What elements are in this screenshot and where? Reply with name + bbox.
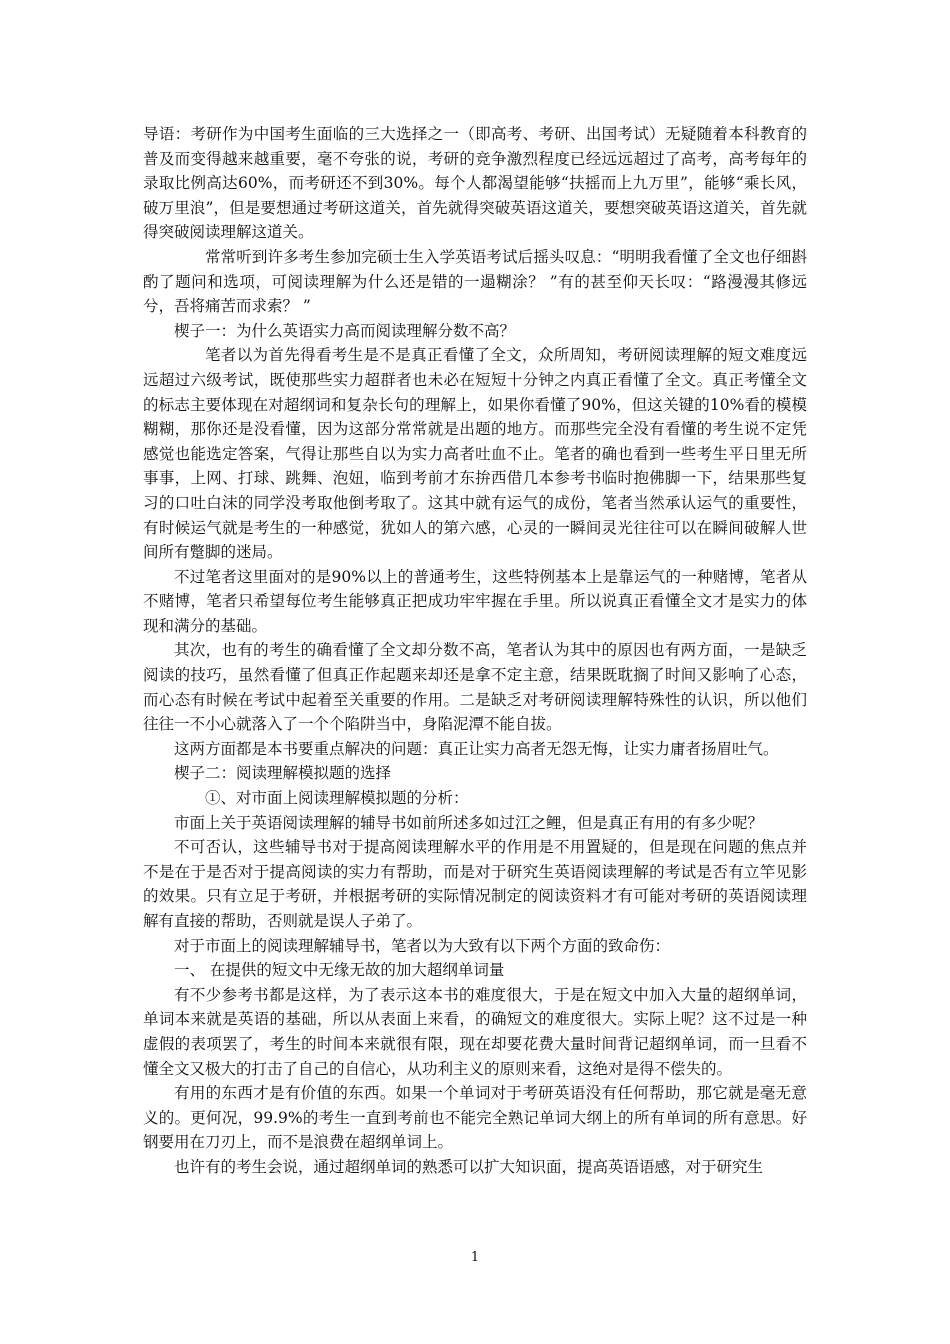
paragraph-body: 其次，也有的考生的确看懂了全文却分数不高，笔者认为其中的原因也有两方面，一是缺乏阅读的技巧，虽然看懂了但真正作起题来却还是拿不定主意，结果既耽搁了时间又影响了心态，而心态有时候在考试中起着至关重要的作用。二是缺乏对考研阅读理解特殊性的认识，所以他们往往一不小心就落入了一个个陷阱当中，身陷泥潭不能自拔。 — [143, 641, 807, 734]
paragraph-body: 笔者以为首先得看考生是不是真正看懂了全文，众所周知，考研阅读理解的短文难度远远超过六级考试，既使那些实力超群者也未必在短短十分钟之内真正看懂了全文。真正考懂全文的标志主要体现在对超纲词和复杂长句的理解上，如果你看懂了90%，但这关键的10%看的模模糊糊，那你还是没看懂，因为这部分常常就是出题的地方。而那些完全没有看懂的考生说不定凭感觉也能选定答案，气得让那些自以为实力高者吐血不止。笔者的确也看到一些考生平日里无所事事，上网、打球、跳舞、泡妞，临到考前才东拚西借几本参考书临时抱佛脚一下，结果那些复习的口吐白沫的同学没考取他倒考取了。这其中就有运气的成份，笔者当然承认运气的重要性，有时候运气就是考生的一种感觉，犹如人的第六感，心灵的一瞬间灵光往往可以在瞬间破解人世间所有蹩脚的迷局。 — [143, 346, 807, 562]
subheading-analysis: ①、对市面上阅读理解模拟题的分析： — [205, 789, 469, 808]
paragraph-body: 有不少参考书都是这样，为了表示这本书的难度很大，于是在短文中加入大量的超纲单词，单词本来就是英语的基础，所以从表面上来看，的确短文的难度很大。实际上呢？这不过是一种虚假的表项罢了，考生的时间本来就很有限，现在却要花费大量时间背记超纲单词，而一旦看不懂全文又极大的打击了自己的自信心，从功利主义的原则来看，这绝对是得不偿失的。 — [143, 985, 807, 1078]
paragraph-body: 不可否认，这些辅导书对于提高阅读理解水平的作用是不用置疑的，但是现在问题的焦点并不是在于是否对于提高阅读的实力有帮助，而是对于研究生英语阅读理解的考试是否有立竿见影的效果。只有立足于考研，并根据考研的实际情况制定的阅读资料才有可能对考研的英语阅读理解有直接的帮助，否则就是误人子弟了。 — [143, 838, 807, 930]
paragraph-body: 这两方面都是本书要重点解决的问题：真正让实力高者无怨无悔，让实力庸者扬眉吐气。 — [174, 739, 779, 758]
document-body — [143, 122, 807, 1180]
paragraph-body: 不过笔者这里面对的是90%以上的普通考生，这些特例基本上是靠运气的一种赌博，笔者从不赌博，笔者只希望每位考生能够真正把成功牢牢握在手里。所以说真正看懂全文才是实力的体现和满分的基础。 — [143, 567, 807, 635]
page-number: 1 — [470, 1250, 480, 1265]
heading-prologue-one: 楔子一：为什么英语实力高而阅读理解分数不高？ — [174, 321, 516, 340]
paragraph-body: 也许有的考生会说，通过超纲单词的熟悉可以扩大知识面，提高英语语感，对于研究生 — [174, 1157, 764, 1176]
heading-prologue-two: 楔子二：阅读理解模拟题的选择 — [174, 764, 392, 783]
paragraph-body: 对于市面上的阅读理解辅导书，笔者以为大致有以下两个方面的致命伤： — [174, 936, 671, 955]
subheading-point-one: 一、 在提供的短文中无缘无故的加大超纲单词量 — [174, 961, 505, 980]
paragraph-intro: 导语：考研作为中国考生面临的三大选择之一（即高考、考研、出国考试）无疑随着本科教育的普及而变得越来越重要，毫不夸张的说，考研的竞争激烈程度已经远远超过了高考，高考每年的录取比例高达60%，而考研还不到30%。每个人都渴望能够“扶摇而上九万里”，能够“乘长风，破万里浪”，但是要想通过考研这道关，首先就得突破英语这道关，要想突破英语这道关，首先就得突破阅读理解这道关。 — [143, 125, 807, 242]
paragraph-body: 市面上关于英语阅读理解的辅导书如前所述多如过江之鲤，但是真正有用的有多少呢？ — [174, 813, 764, 832]
paragraph-sigh: 常常听到许多考生参加完硕士生入学英语考试后摇头叹息：“明明我看懂了全文也仔细斟酌了题问和选项，可阅读理解为什么还是错的一遢糊涂？ ”有的甚至仰天长叹：“路漫漫其修远兮，吾将痛苦而求索？ ” — [143, 247, 807, 316]
paragraph-body: 有用的东西才是有价值的东西。如果一个单词对于考研英语没有任何帮助，那它就是毫无意义的。更何况，99.9%的考生一直到考前也不能完全熟记单词大纲上的所有单词的所有意思。好钢要用在刀刃上，而不是浪费在超纲单词上。 — [143, 1084, 807, 1152]
